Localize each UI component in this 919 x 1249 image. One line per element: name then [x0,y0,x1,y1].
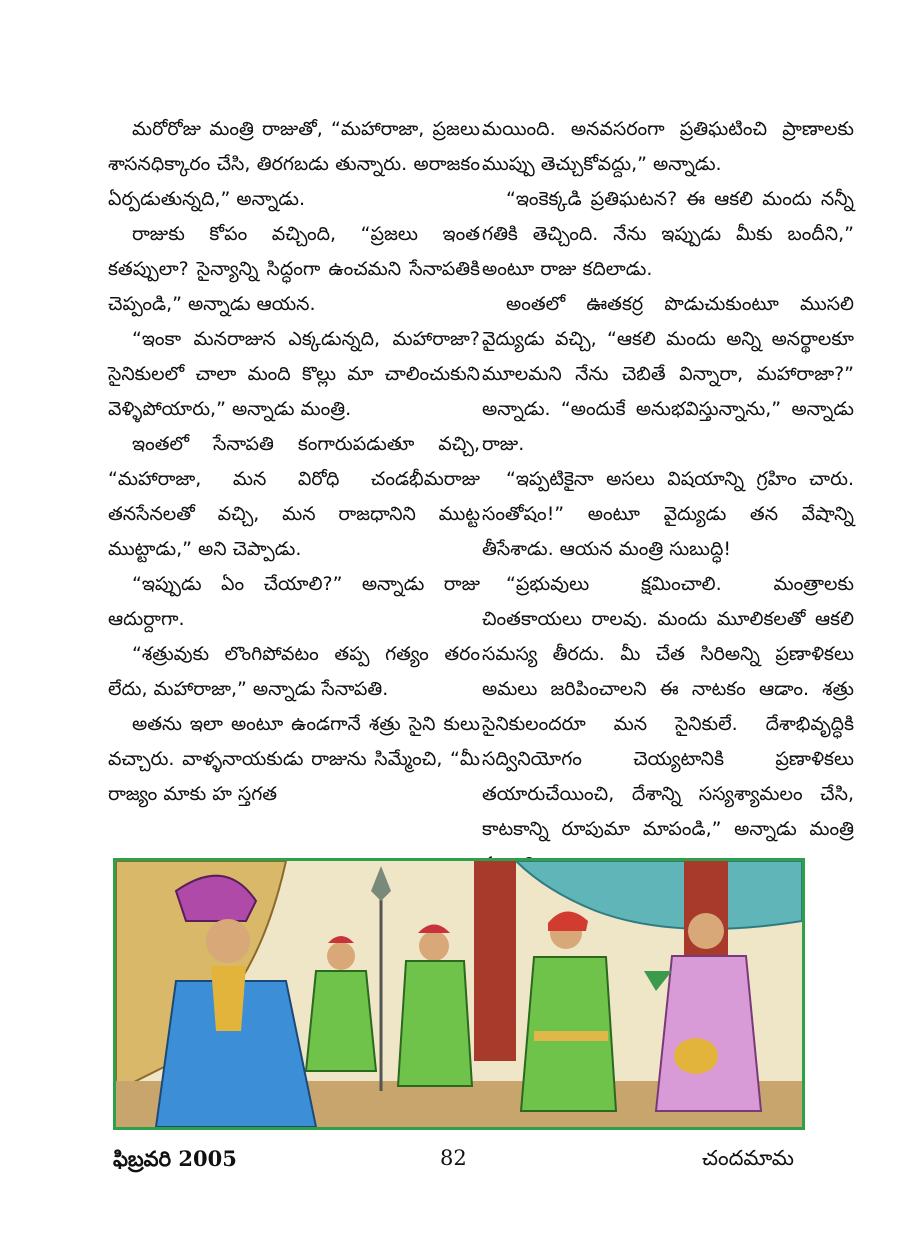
text-column-left [108,112,480,812]
paragraph: “ఇంకెక్కడి ప్రతిఘటన? ఈ ఆకలి మందు నన్నీ గతికి తెచ్చింది. నేను ఇప్పుడు మీకు బందీని,” అంటూ రాజు కదిలాడు. [482,188,854,280]
paragraph: మరోరోజు మంత్రి రాజుతో, “మహారాజా, ప్రజలు శాసనధిక్కారం చేసి, తిరగబడు తున్నారు. అరాజకం ఏర్పడుతున్నది,” అన్నాడు. [108,118,480,210]
paragraph: అంతలో ఊతకర్ర పొడుచుకుంటూ ముసలి వైద్యుడు వచ్చి, “ఆకలి మందు అన్ని అనర్థాలకూ మూలమని నేను చెబితే విన్నారా, మహారాజా?” అన్నాడు. “అందుకే అనుభవిస్తున్నాను,” అన్నాడు రాజు. [482,293,854,455]
court-scene-drawing [116,861,802,1127]
paragraph: అతను ఇలా అంటూ ఉండగానే శత్రు సైని కులు వచ్చారు. వాళ్ళనాయకుడు రాజును సిమ్మేంచి, “మీ రాజ్యం మాకు హ స్తగత [108,713,480,805]
paragraph: ఇంతలో సేనాపతి కంగారుపడుతూ వచ్చి, “మహారాజా, మన విరోధి చండభీమరాజు తనసేనలతో వచ్చి, మన రాజధానిని ముట్ట ముట్టాడు,” అని చెప్పాడు. [108,433,480,560]
paragraph: మయింది. అనవసరంగా ప్రతిఘటించి ప్రాణాలకు ముప్పు తెచ్చుకోవద్దు,” అన్నాడు. [482,118,854,175]
paragraph: “శత్రువుకు లొంగిపోవటం తప్ప గత్యం తరం లేదు, మహారాజా,” అన్నాడు సేనాపతి. [108,643,480,700]
text-column-right [482,112,854,882]
paragraph: “ఇప్పుడు ఏం చేయాలి?” అన్నాడు రాజు ఆదుర్దాగా. [108,573,480,630]
issue-date: ఫిబ్రవరి 2005 [113,1146,237,1171]
paragraph: “ఇంకా మనరాజున ఎక్కడున్నది, మహారాజా? సైనికులలో చాలా మంది కొల్లు మా చాలించుకుని వెళ్ళిపోయారు,” అన్నాడు మంత్రి. [108,328,480,420]
paragraph: రాజుకు కోపం వచ్చింది, “ప్రజలు ఇంత కతప్పులా? సైన్యాన్ని సిద్ధంగా ఉంచమని సేనాపతికి చెప్పండి,” అన్నాడు ఆయన. [108,223,480,315]
page-number: 82 [440,1146,467,1170]
story-illustration [113,858,805,1130]
paragraph: “ప్రభువులు క్షమించాలి. మంత్రాలకు చింతకాయలు రాలవు. మందు మూలికలతో ఆకలి సమస్య తీరదు. మీ చేత సిరిఅన్ని ప్రణాళికలు అమలు జరిపించాలని ఈ నాటకం ఆడాం. శత్రు సైనికులందరూ మన సైనికులే. దేశాభివృద్ధికి సద్వినియోగం చెయ్యటానికి ప్రణాళికలు తయారుచేయించి, దేశాన్ని సస్యశ్యామలం చేసి, కాటకాన్ని రూపుమా మాపండి,” అన్నాడు మంత్రి [482,573,854,840]
pillar [474,861,516,1061]
paragraph: “ఇప్పటికైనా అసలు విషయాన్ని గ్రహిం చారు. సంతోషం!” అంటూ వైద్యుడు తన వేషాన్ని తీసేశాడు. ఆయన మంత్రి సుబుద్ధి! [482,468,854,560]
magazine-name: చందమామ [702,1146,794,1170]
